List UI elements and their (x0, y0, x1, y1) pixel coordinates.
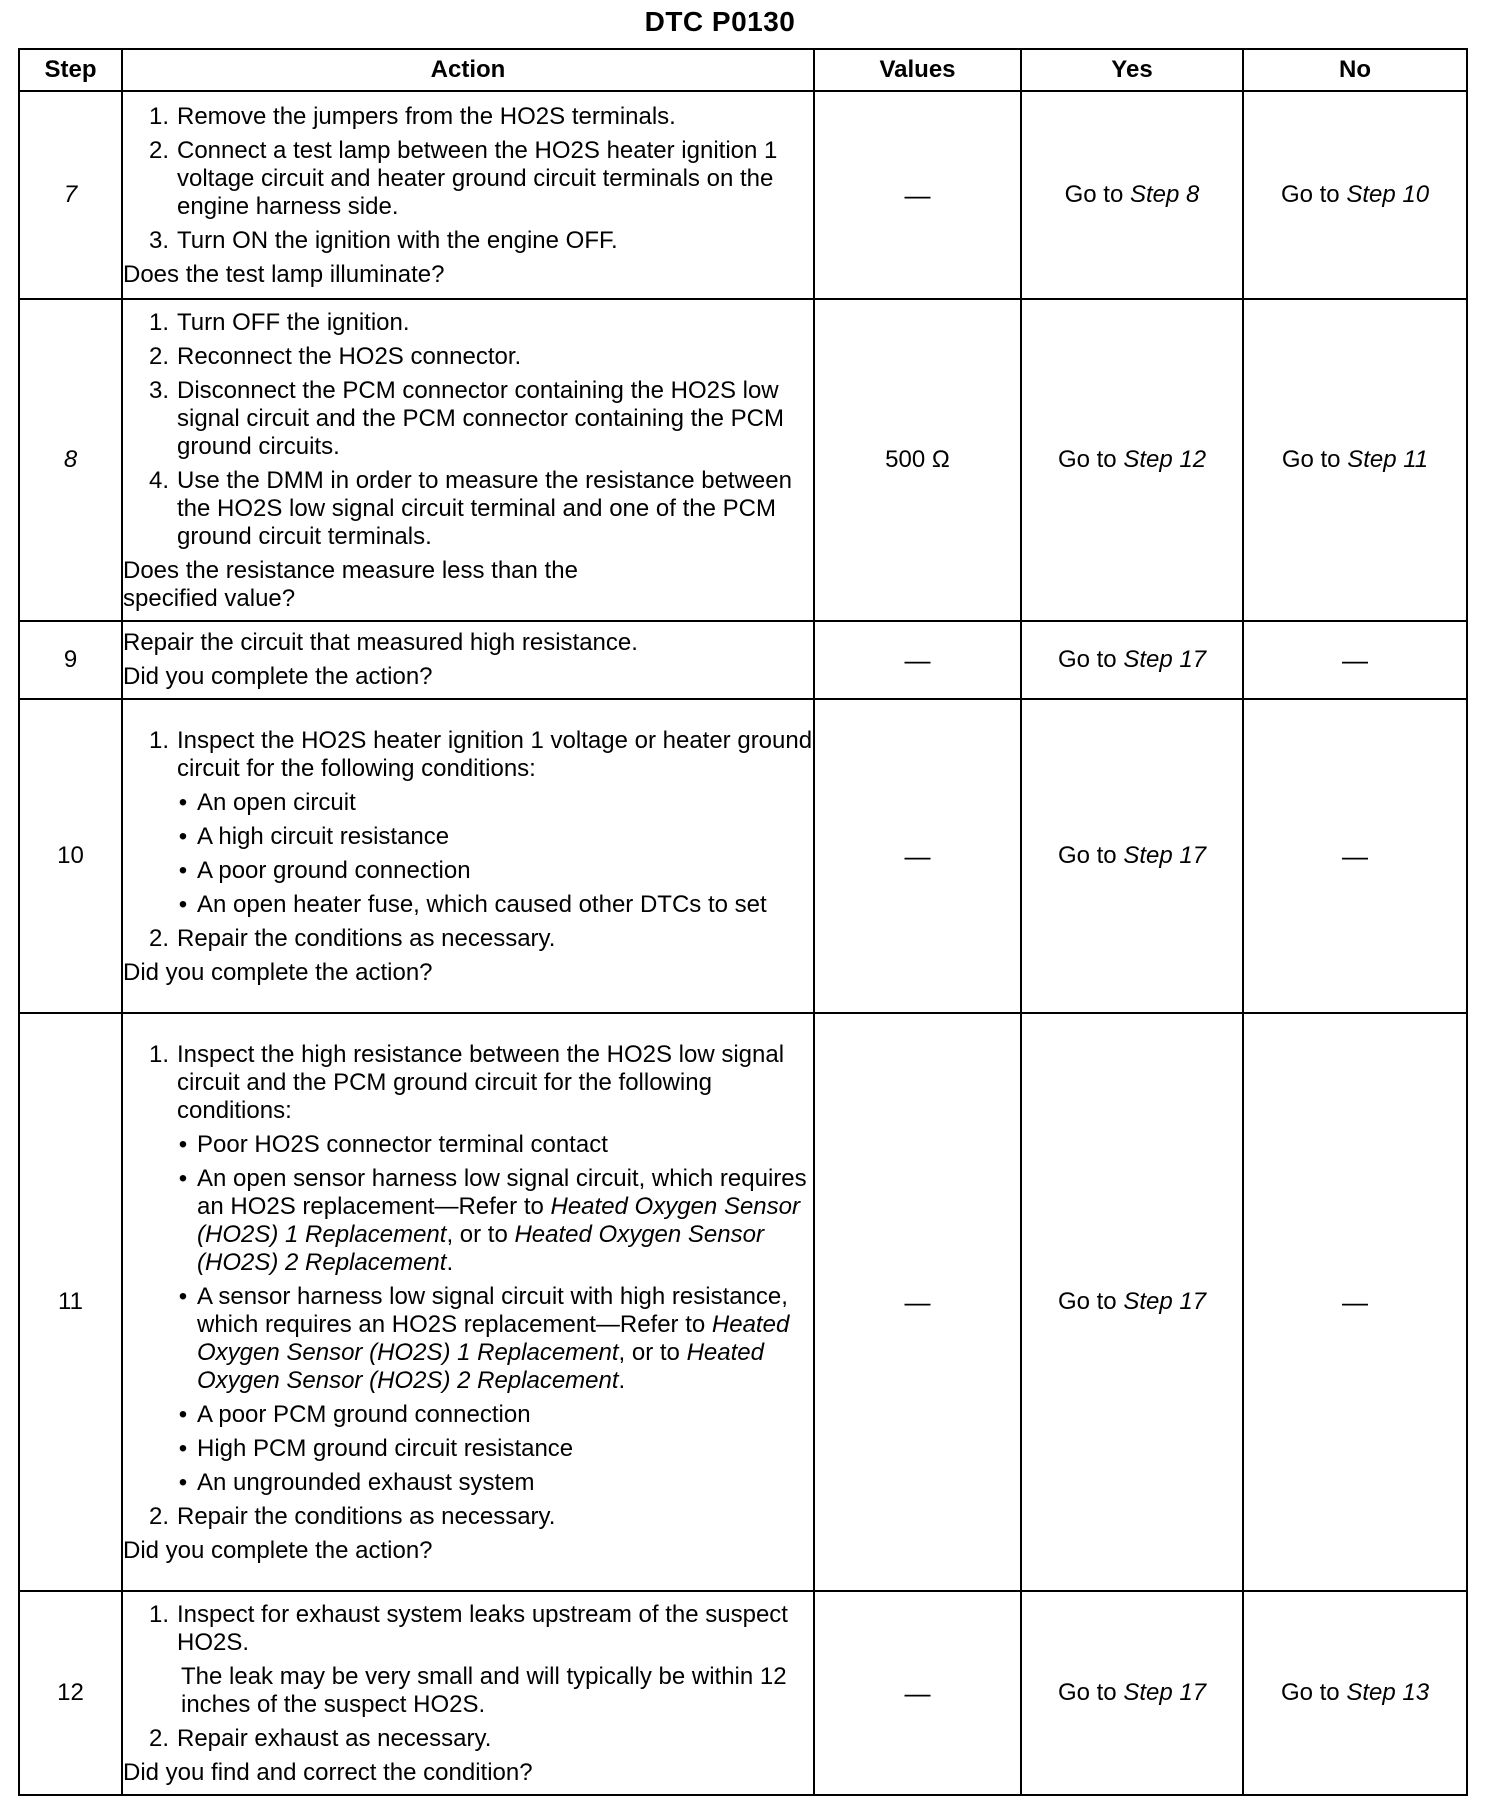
table-row-step-9 (19, 621, 1467, 699)
list-item: 3. Disconnect the PCM connector containing the HO2S low signal circuit and the PCM connector containing the PCM ground circuits. (148, 377, 784, 460)
header-yes: Yes (1021, 49, 1243, 91)
values-cell: — (814, 621, 1021, 699)
action-cell (122, 91, 814, 299)
yes-cell: Go to Step 17 (1021, 1013, 1243, 1591)
yes-cell: Go to Step 12 (1021, 299, 1243, 621)
step-number: 8 (19, 299, 122, 621)
diagnostic-table (18, 48, 1468, 1796)
bullet-item: • An ungrounded exhaust system (178, 1469, 535, 1496)
list-item: 2. Repair the conditions as necessary. (148, 1503, 556, 1530)
step-number: 9 (19, 621, 122, 699)
action-cell (122, 299, 814, 621)
values-cell: — (814, 1591, 1021, 1795)
question-text: Did you complete the action? (123, 1537, 433, 1564)
list-item: 1. Inspect the HO2S heater ignition 1 voltage or heater ground circuit for the following conditions: (148, 727, 813, 782)
action-cell (122, 1591, 814, 1795)
question-text: Did you complete the action? (123, 663, 433, 690)
yes-cell: Go to Step 17 (1021, 1591, 1243, 1795)
list-item: 1. Remove the jumpers from the HO2S terminals. (148, 103, 676, 130)
step-number: 12 (19, 1591, 122, 1795)
yes-cell: Go to Step 17 (1021, 621, 1243, 699)
action-text: Repair the circuit that measured high resistance. (123, 629, 638, 656)
values-cell: — (814, 699, 1021, 1013)
header-action: Action (122, 49, 814, 91)
list-item: 2. Connect a test lamp between the HO2S heater ignition 1 voltage circuit and heater ground circuit terminals on the engine harness side. (148, 137, 778, 220)
table-row-step-11 (19, 1013, 1467, 1591)
list-item: 2. Repair the conditions as necessary. (148, 925, 556, 952)
note-text: The leak may be very small and will typically be within 12 inches of the suspect HO2S. (181, 1663, 787, 1718)
step-number: 7 (19, 91, 122, 299)
bullet-item: • An open circuit (178, 789, 356, 816)
header-no: No (1243, 49, 1467, 91)
bullet-item: • A high circuit resistance (178, 823, 450, 850)
bullet-item: • A poor PCM ground connection (178, 1401, 531, 1428)
bullet-item: • A poor ground connection (178, 857, 471, 884)
step-number: 10 (19, 699, 122, 1013)
action-cell (122, 699, 814, 1013)
list-item: 3. Turn ON the ignition with the engine OFF. (148, 227, 618, 254)
table-row-step-12 (19, 1591, 1467, 1795)
header-step: Step (19, 49, 122, 91)
question-text: Does the test lamp illuminate? (123, 261, 445, 288)
no-cell: — (1243, 1013, 1467, 1591)
list-item: 2. Repair exhaust as necessary. (148, 1725, 492, 1752)
values-cell: — (814, 91, 1021, 299)
bullet-item: • An open sensor harness low signal circuit, which requires an HO2S replacement—Refer to Heated Oxygen Sensor (HO2S) 1 Replacement, or to Heated Oxygen Sensor (HO2S) 2 Replacement. (178, 1165, 807, 1276)
action-cell (122, 1013, 814, 1591)
question-text: Did you complete the action? (123, 959, 433, 986)
list-item: 1. Inspect the high resistance between the HO2S low signal circuit and the PCM ground circuit for the following conditions: (148, 1041, 785, 1124)
no-cell: — (1243, 699, 1467, 1013)
bullet-item: • High PCM ground circuit resistance (178, 1435, 574, 1462)
values-cell: — (814, 1013, 1021, 1591)
action-cell (122, 621, 814, 699)
no-cell: Go to Step 11 (1243, 299, 1467, 621)
values-cell: 500 Ω (814, 299, 1021, 621)
bullet-item: • Poor HO2S connector terminal contact (178, 1131, 608, 1158)
header-row (19, 49, 1467, 91)
list-item: 1. Inspect for exhaust system leaks upstream of the suspect HO2S. (148, 1601, 788, 1656)
yes-cell: Go to Step 8 (1021, 91, 1243, 299)
table-row-step-10 (19, 699, 1467, 1013)
question-text: Did you find and correct the condition? (123, 1759, 533, 1786)
step-number: 11 (19, 1013, 122, 1591)
list-item: 4. Use the DMM in order to measure the resistance between the HO2S low signal circuit terminal and one of the PCM ground circuit terminals. (148, 467, 792, 550)
table-row-step-8 (19, 299, 1467, 621)
bullet-item: • An open heater fuse, which caused other DTCs to set (178, 891, 767, 918)
list-item: 1. Turn OFF the ignition. (148, 309, 410, 336)
no-cell: Go to Step 10 (1243, 91, 1467, 299)
page-title: DTC P0130 (644, 6, 796, 37)
no-cell: — (1243, 621, 1467, 699)
yes-cell: Go to Step 17 (1021, 699, 1243, 1013)
header-values: Values (814, 49, 1021, 91)
table-row-step-7 (19, 91, 1467, 299)
list-item: 2. Reconnect the HO2S connector. (148, 343, 522, 370)
question-text: Does the resistance measure less than the specified value? (123, 557, 578, 612)
no-cell: Go to Step 13 (1243, 1591, 1467, 1795)
bullet-item: • A sensor harness low signal circuit with high resistance, which requires an HO2S replacement—Refer to Heated Oxygen Sensor (HO2S) 1 Replacement, or to Heated Oxygen Sensor (HO2S) 2 Replacement. (178, 1283, 790, 1394)
